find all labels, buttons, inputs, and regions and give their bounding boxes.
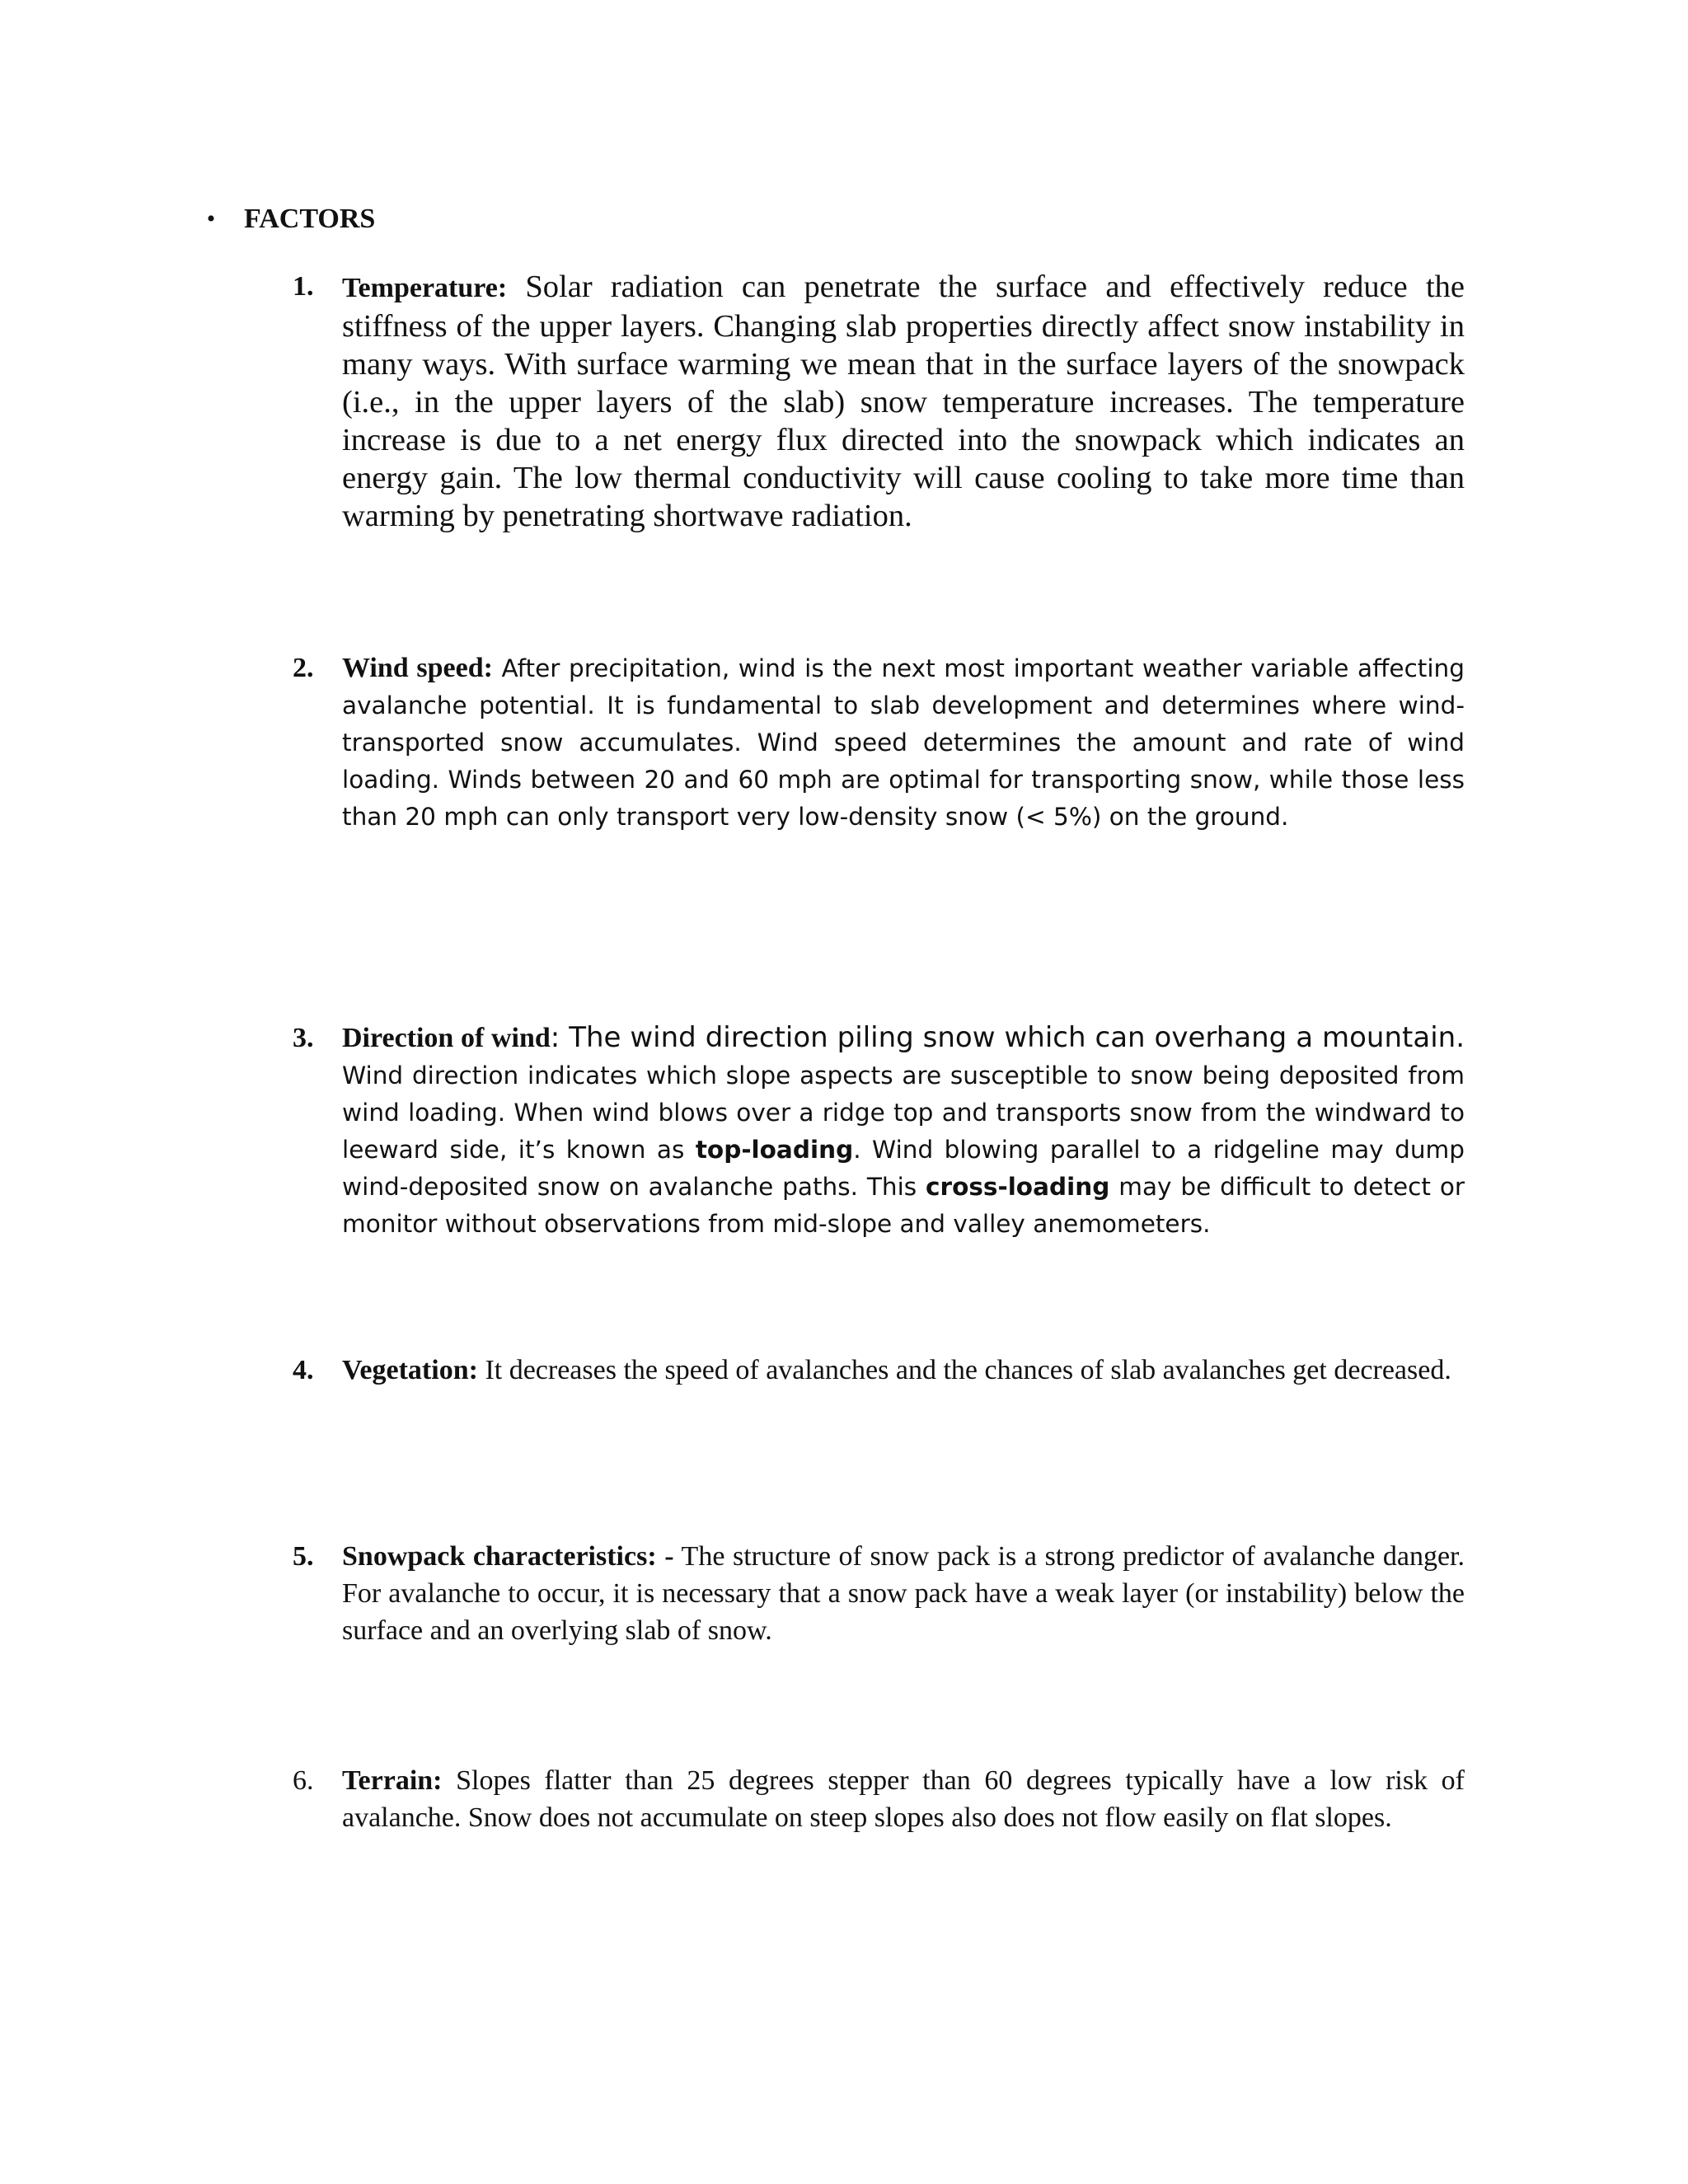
factor-bold-cross-loading: cross-loading xyxy=(926,1173,1110,1201)
factor-item-vegetation xyxy=(293,1352,1465,1389)
factor-term: Wind speed: xyxy=(342,653,493,683)
bullet-icon: • xyxy=(206,205,216,232)
factor-bold-top-loading: top-loading xyxy=(695,1136,854,1164)
factor-item-direction-of-wind xyxy=(293,1019,1465,1243)
factor-number: 6. xyxy=(293,1765,314,1796)
factor-item-snowpack xyxy=(293,1538,1465,1649)
factor-text-c: may be difficult to detect or monitor without observations from mid-slope and valley anemometers. xyxy=(342,1173,1465,1238)
factor-text-b: . Wind blowing parallel to a ridgeline may dump wind-deposited snow on avalanche paths. This xyxy=(342,1136,1465,1201)
factor-term: Snowpack characteristics: - xyxy=(342,1541,674,1572)
factor-term: Direction of wind xyxy=(342,1023,551,1053)
factor-term: Vegetation: xyxy=(342,1355,478,1385)
section-title: FACTORS xyxy=(244,204,376,234)
factor-term: Temperature: xyxy=(342,273,508,303)
factor-text: After precipitation, wind is the next most important weather variable affecting avalanche potential. It is fundamental to slab development and determines where wind-transported snow accumulates. Wind speed determines the amount and rate of wind loading. Winds between 20 and 60 mph are optimal for transporting snow, while those less than 20 mph can only transport very low-density snow (< 5%) on the ground. xyxy=(342,654,1465,831)
factor-text: Solar radiation can penetrate the surface and effectively reduce the stiffness of the upper layers. Changing slab properties directly affect snow instability in many ways. With surface warming we mean that in the surface layers of the snowpack (i.e., in the upper layers of the slab) snow temperature increases. The temperature increase is due to a net energy flux directed into the snowpack which indicates an energy gain. The low thermal conductivity will cause cooling to take more time than warming by penetrating shortwave radiation. xyxy=(342,269,1465,533)
factor-item-wind-speed xyxy=(293,649,1465,836)
section-heading xyxy=(206,203,1068,236)
factor-text: The structure of snow pack is a strong predictor of avalanche danger. For avalanche to occur, it is necessary that a snow pack have a weak layer (or instability) below the surface and an overlying slab of snow. xyxy=(342,1541,1465,1646)
factor-text-a: Wind direction indicates which slope aspects are susceptible to snow being deposited from wind loading. When wind blows over a ridge top and transports snow from the windward to leeward side, it’s known as xyxy=(342,1062,1465,1164)
factor-number: 1. xyxy=(293,271,314,302)
factor-term: Terrain: xyxy=(342,1765,443,1796)
factor-text: Slopes flatter than 25 degrees stepper than 60 degrees typically have a low risk of avalanche. Snow does not accumulate on steep slopes also does not flow easily on flat slopes. xyxy=(342,1765,1465,1833)
factor-item-temperature xyxy=(293,268,1465,535)
factor-number: 2. xyxy=(293,653,314,683)
factor-number: 4. xyxy=(293,1355,314,1385)
factor-text: It decreases the speed of avalanches and the chances of slab avalanches get decreased. xyxy=(477,1355,1451,1385)
factor-number: 5. xyxy=(293,1541,314,1572)
factor-lead: : The wind direction piling snow which can overhang a mountain. xyxy=(550,1021,1465,1054)
factor-number: 3. xyxy=(293,1023,314,1053)
factor-item-terrain xyxy=(293,1762,1465,1836)
